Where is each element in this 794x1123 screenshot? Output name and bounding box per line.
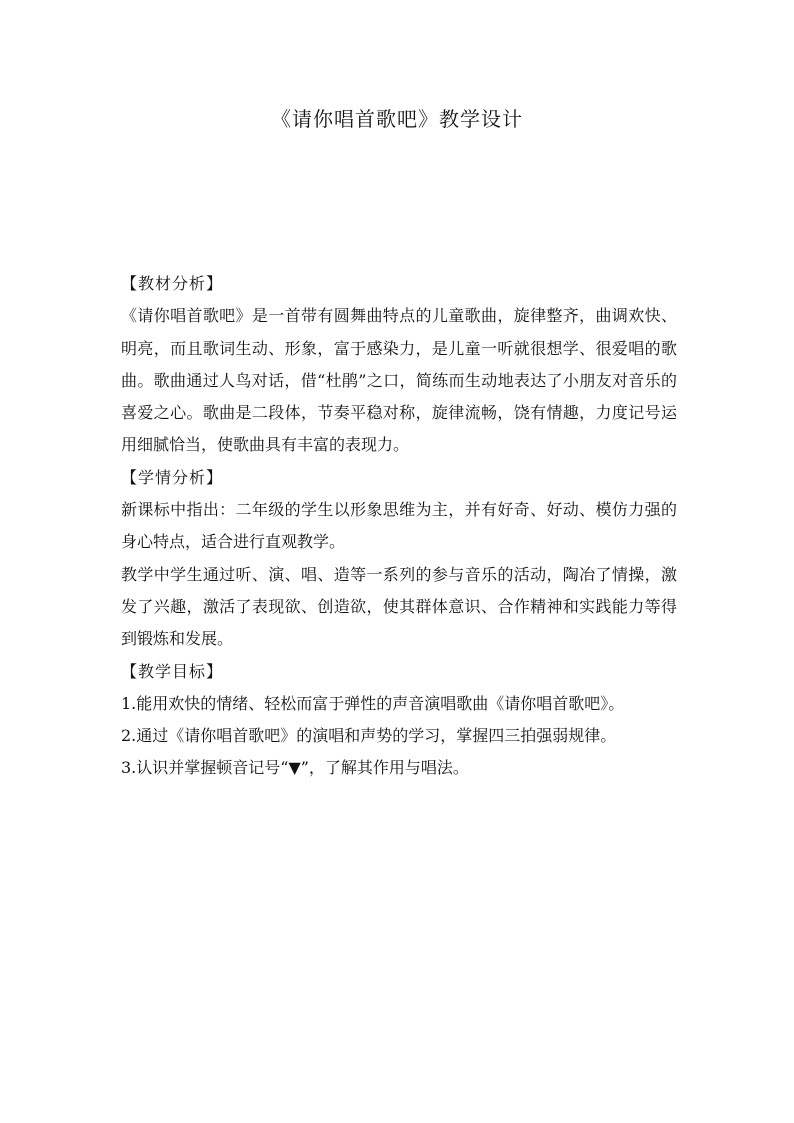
paragraph-student-analysis-1: 新课标中指出：二年级的学生以形象思维为主，并有好奇、好动、模仿力强的身心特点，适合进行直观教学。	[121, 500, 677, 552]
document-title: 《请你唱首歌吧》教学设计	[271, 107, 523, 131]
goal-item-1: 1.能用欢快的情绪、轻松而富于弹性的声音演唱歌曲《请你唱首歌吧》。	[121, 693, 625, 713]
goal-item-2: 2.通过《请你唱首歌吧》的演唱和声势的学习，掌握四三拍强弱规律。	[121, 726, 617, 746]
document-body	[121, 268, 677, 785]
section-heading-teaching-goals: 【教学目标】	[121, 661, 224, 681]
paragraph-textbook-analysis: 《请你唱首歌吧》是一首带有圆舞曲特点的儿童歌曲，旋律整齐，曲调欢快、明亮，而且歌词生动、形象，富于感染力，是儿童一听就很想学、很爱唱的歌曲。歌曲通过人鸟对话，借“杜鹃”之口，简练而生动地表达了小朋友对音乐的喜爱之心。歌曲是二段体，节奏平稳对称，旋律流畅，饶有情趣，力度记号运用细腻恰当，使歌曲具有丰富的表现力。	[121, 306, 677, 455]
section-heading-textbook-analysis: 【教材分析】	[121, 274, 224, 293]
goal-item-3: 3.认识并掌握顿音记号“▼”，了解其作用与唱法。	[121, 758, 469, 778]
section-heading-student-analysis: 【学情分析】	[121, 467, 224, 487]
paragraph-student-analysis-2: 教学中学生通过听、演、唱、造等一系列的参与音乐的活动，陶冶了情操，激发了兴趣，激活了表现欲、创造欲，使其群体意识、合作精神和实践能力等得到锻炼和发展。	[121, 564, 677, 649]
